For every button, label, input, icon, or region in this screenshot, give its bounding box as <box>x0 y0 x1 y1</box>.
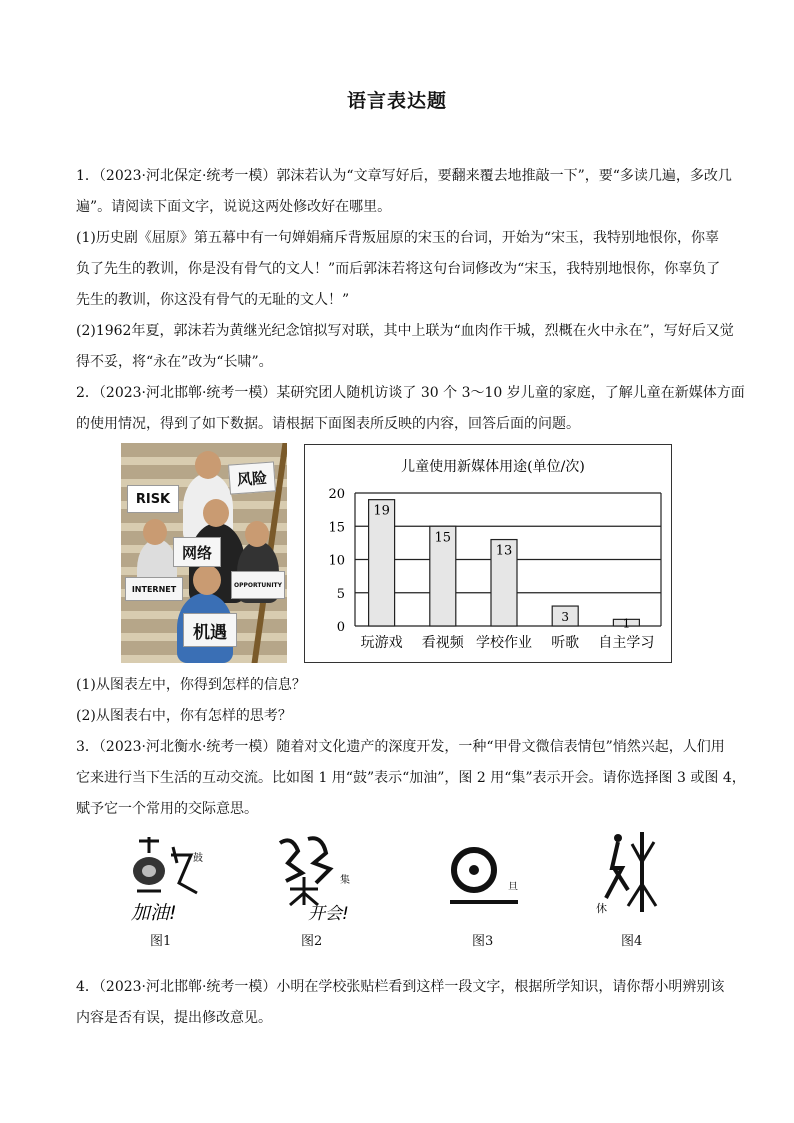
q3-line2: 它来进行当下生活的互动交流。比如图 1 用“鼓”表示“加油”，图 2 用“集”表示开会。请你选择图 3 或图 4， <box>76 770 746 786</box>
figure-2-char: 集 <box>340 875 350 886</box>
sign-risk-en: RISK <box>127 485 179 513</box>
children-photo <box>121 443 287 663</box>
sign-opportunity-cn: 机遇 <box>183 613 237 647</box>
y-tick-label: 5 <box>336 586 345 602</box>
figure-2-caption: 开会! <box>308 904 349 924</box>
bar-value-label: 3 <box>561 610 570 625</box>
q2-sub2: (2)从图表右中，你有怎样的思考？ <box>76 708 292 724</box>
q1-p1-line1: (1)历史剧《屈原》第五幕中有一句婵娟痛斥背叛屈原的宋玉的台词，开始为“宋玉，我特别地恨你，你辜 <box>76 230 719 246</box>
figure-3-label: 图3 <box>472 934 494 949</box>
category-label: 看视频 <box>421 635 464 651</box>
adult-head <box>203 499 229 527</box>
q2-sub1: (1)从图表左中，你得到怎样的信息？ <box>76 677 306 693</box>
page-title: 语言表达题 <box>346 90 447 112</box>
y-tick-label: 0 <box>336 620 345 635</box>
sign-risk-cn: 风险 <box>228 461 276 494</box>
q2-line1: 2．（2023·河北邯郸·统考一模）某研究团人随机访谈了 30 个 3～10 岁儿童的家庭，了解儿童在新媒体方面 <box>76 385 745 401</box>
figure-2-label: 图2 <box>301 934 323 949</box>
bar-value-label: 15 <box>434 530 452 546</box>
bar-value-label: 13 <box>495 543 513 559</box>
q2-line2: 的使用情况，得到了如下数据。请根据下面图表所反映的内容，回答后面的问题。 <box>76 416 580 432</box>
q3-line3: 赋予它一个常用的交际意思。 <box>76 801 258 817</box>
oracle-figure-4-drawing <box>592 828 672 920</box>
q1-p1-line3: 先生的教训，你这没有骨气的无耻的文人！” <box>76 292 350 308</box>
sign-internet-en: INTERNET <box>125 577 183 601</box>
child-head <box>245 521 269 547</box>
category-label: 学校作业 <box>476 635 532 651</box>
usage-bar-chart <box>305 445 670 661</box>
figure-1-char: 鼓 <box>193 853 203 864</box>
q1-p2-line1: (2)1962年夏，郭沫若为黄继光纪念馆拟写对联，其中上联为“血肉作干城，烈概在火中永在”，写好后又觉 <box>76 323 734 339</box>
figure-4-label: 图4 <box>621 934 643 949</box>
q1-p1-line2: 负了先生的教训，你是没有骨气的文人！”而后郭沫若将这句台词修改为“宋玉，我特别地恨你，你辜负了 <box>76 261 721 277</box>
category-label: 听歌 <box>551 635 580 651</box>
oracle-figure-3-drawing <box>446 840 536 920</box>
chart-title: 儿童使用新媒体用途(单位/次) <box>401 459 585 475</box>
figure-1-caption: 加油! <box>131 902 177 924</box>
category-label: 自主学习 <box>598 635 655 651</box>
bar-value-label: 1 <box>622 616 631 631</box>
bar-value-label: 19 <box>373 503 390 519</box>
sign-network-cn: 网络 <box>173 537 221 567</box>
q1-line2: 遍”。请阅读下面文字，说说这两处修改好在哪里。 <box>76 199 392 215</box>
figure-4-char: 休 <box>596 902 607 915</box>
y-tick-label: 15 <box>328 520 345 536</box>
usage-chart-frame <box>304 444 672 663</box>
oracle-figure-2-drawing <box>268 833 368 925</box>
q4-line2: 内容是否有误，提出修改意见。 <box>76 1010 272 1026</box>
y-tick-label: 20 <box>328 487 345 502</box>
figure-1-label: 图1 <box>150 934 172 949</box>
category-label: 玩游戏 <box>360 635 403 651</box>
child-head <box>193 565 221 595</box>
q1-line1: 1．（2023·河北保定·统考一模）郭沫若认为“文章写好后，要翻来覆去地推敲一下”，要“多读几遍，多改几 <box>76 168 732 184</box>
q4-line1: 4．（2023·河北邯郸·统考一模）小明在学校张贴栏看到这样一段文字，根据所学知识，请你帮小明辨别该 <box>76 979 725 995</box>
q3-line1: 3．（2023·河北衡水·统考一模）随着对文化遗产的深度开发，一种“甲骨文微信表情包”悄然兴起，人们用 <box>76 739 725 755</box>
figure-3-char: 旦 <box>508 882 518 893</box>
child-head <box>143 519 167 545</box>
y-tick-label: 10 <box>328 553 345 569</box>
oracle-figure-1-drawing <box>125 833 215 925</box>
child-head <box>195 451 221 479</box>
sign-opportunity-en: OPPORTUNITY <box>231 571 285 599</box>
q1-p2-line2: 得不妥，将“永在”改为“长啸”。 <box>76 354 273 370</box>
